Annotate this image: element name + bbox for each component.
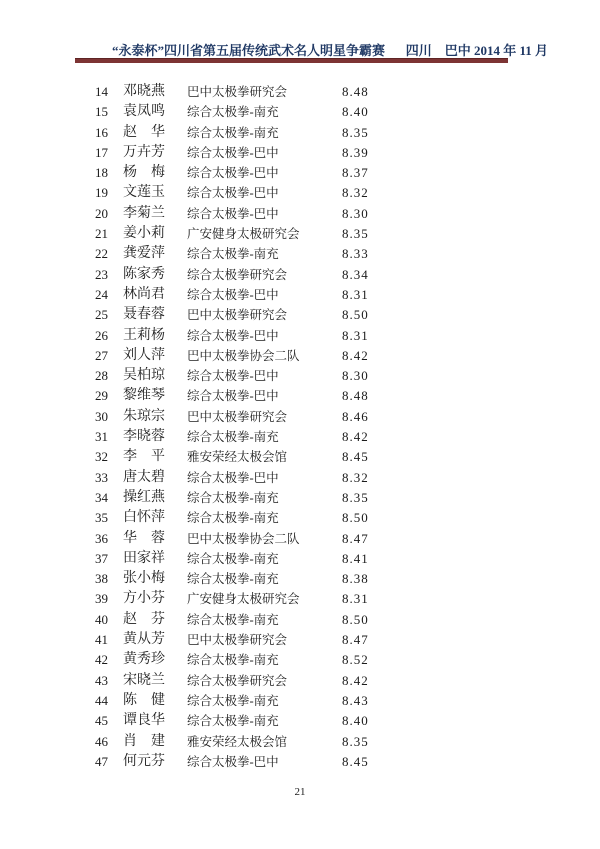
org-cell: 巴中太极拳研究会 bbox=[187, 409, 288, 424]
score-cell: 8.50 bbox=[342, 307, 369, 323]
name-cell: 吴柏琼 bbox=[123, 368, 165, 384]
score-cell: 8.42 bbox=[342, 672, 369, 688]
org-cell: 综合太极拳-巴中 bbox=[187, 754, 279, 769]
org-cell: 综合太极拳-南充 bbox=[187, 653, 279, 668]
table-row bbox=[0, 326, 600, 346]
name-cell: 肖 建 bbox=[123, 733, 165, 749]
org-cell: 广安健身太极研究会 bbox=[187, 227, 300, 242]
name-cell: 朱琼宗 bbox=[123, 408, 165, 424]
org-cell: 雅安荣经太极会馆 bbox=[187, 450, 288, 465]
name-cell: 袁凤鸣 bbox=[123, 104, 165, 120]
table-row bbox=[0, 549, 600, 569]
table-row bbox=[0, 407, 600, 427]
score-cell: 8.32 bbox=[342, 185, 369, 201]
org-cell: 综合太极拳-南充 bbox=[187, 105, 279, 120]
table-row bbox=[0, 691, 600, 711]
rank-cell: 42 bbox=[95, 652, 108, 668]
org-cell: 综合太极拳-巴中 bbox=[187, 389, 279, 404]
rank-cell: 38 bbox=[95, 571, 108, 587]
score-cell: 8.46 bbox=[342, 408, 369, 424]
table-row bbox=[0, 569, 600, 589]
org-cell: 综合太极拳-南充 bbox=[187, 551, 279, 566]
name-cell: 方小芬 bbox=[123, 591, 165, 607]
org-cell: 综合太极拳-巴中 bbox=[187, 369, 279, 384]
org-cell: 巴中太极拳协会二队 bbox=[187, 348, 300, 363]
score-cell: 8.45 bbox=[342, 753, 369, 769]
results-table bbox=[0, 82, 600, 772]
score-cell: 8.30 bbox=[342, 205, 369, 221]
rank-cell: 19 bbox=[95, 185, 108, 201]
table-row bbox=[0, 650, 600, 670]
rank-cell: 22 bbox=[95, 246, 108, 262]
rank-cell: 21 bbox=[95, 226, 108, 242]
rank-cell: 44 bbox=[95, 692, 108, 708]
org-cell: 巴中太极拳研究会 bbox=[187, 308, 288, 323]
score-cell: 8.31 bbox=[342, 327, 369, 343]
header-rule bbox=[75, 58, 508, 63]
score-cell: 8.48 bbox=[342, 388, 369, 404]
org-cell: 综合太极拳研究会 bbox=[187, 673, 288, 688]
org-cell: 广安健身太极研究会 bbox=[187, 592, 300, 607]
name-cell: 黄从芳 bbox=[123, 632, 165, 648]
rank-cell: 18 bbox=[95, 165, 108, 181]
org-cell: 综合太极拳-巴中 bbox=[187, 166, 279, 181]
name-cell: 唐太碧 bbox=[123, 469, 165, 485]
name-cell: 陈 健 bbox=[123, 692, 165, 708]
table-row bbox=[0, 285, 600, 305]
org-cell: 综合太极拳-南充 bbox=[187, 612, 279, 627]
table-row bbox=[0, 163, 600, 183]
name-cell: 王莉杨 bbox=[123, 327, 165, 343]
org-cell: 综合太极拳-南充 bbox=[187, 693, 279, 708]
page-number: 21 bbox=[294, 786, 306, 798]
score-cell: 8.45 bbox=[342, 449, 369, 465]
table-row bbox=[0, 204, 600, 224]
org-cell: 雅安荣经太极会馆 bbox=[187, 734, 288, 749]
org-cell: 综合太极拳-巴中 bbox=[187, 206, 279, 221]
name-cell: 万卉芳 bbox=[123, 144, 165, 160]
name-cell: 田家祥 bbox=[123, 550, 165, 566]
name-cell: 姜小莉 bbox=[123, 226, 165, 242]
rank-cell: 40 bbox=[95, 611, 108, 627]
table-row bbox=[0, 386, 600, 406]
name-cell: 林尚君 bbox=[123, 286, 165, 302]
table-row bbox=[0, 346, 600, 366]
rank-cell: 46 bbox=[95, 733, 108, 749]
score-cell: 8.35 bbox=[342, 733, 369, 749]
rank-cell: 14 bbox=[95, 84, 108, 99]
score-cell: 8.35 bbox=[342, 489, 369, 505]
name-cell: 李 平 bbox=[123, 449, 165, 465]
org-cell: 综合太极拳-巴中 bbox=[187, 186, 279, 201]
table-row bbox=[0, 366, 600, 386]
table-row bbox=[0, 711, 600, 731]
org-cell: 巴中太极拳研究会 bbox=[187, 85, 288, 99]
name-cell: 赵 芬 bbox=[123, 611, 165, 627]
table-row bbox=[0, 529, 600, 549]
score-cell: 8.39 bbox=[342, 144, 369, 160]
score-cell: 8.47 bbox=[342, 530, 369, 546]
rank-cell: 35 bbox=[95, 510, 108, 526]
name-cell: 文莲玉 bbox=[123, 185, 165, 201]
org-cell: 综合太极拳-南充 bbox=[187, 430, 279, 445]
org-cell: 巴中太极拳协会二队 bbox=[187, 531, 300, 546]
rank-cell: 17 bbox=[95, 144, 108, 160]
rank-cell: 16 bbox=[95, 124, 108, 140]
score-cell: 8.50 bbox=[342, 611, 369, 627]
score-cell: 8.52 bbox=[342, 652, 369, 668]
org-cell: 综合太极拳-南充 bbox=[187, 714, 279, 729]
rank-cell: 47 bbox=[95, 753, 108, 769]
table-row bbox=[0, 183, 600, 203]
rank-cell: 37 bbox=[95, 550, 108, 566]
score-cell: 8.31 bbox=[342, 591, 369, 607]
rank-cell: 31 bbox=[95, 429, 108, 445]
score-cell: 8.40 bbox=[342, 104, 369, 120]
page-header bbox=[112, 40, 548, 59]
score-cell: 8.43 bbox=[342, 692, 369, 708]
name-cell: 谭良华 bbox=[123, 713, 165, 729]
rank-cell: 20 bbox=[95, 205, 108, 221]
rank-cell: 15 bbox=[95, 104, 108, 120]
table-row bbox=[0, 630, 600, 650]
table-row bbox=[0, 610, 600, 630]
rank-cell: 39 bbox=[95, 591, 108, 607]
table-row bbox=[0, 468, 600, 488]
rank-cell: 29 bbox=[95, 388, 108, 404]
rank-cell: 28 bbox=[95, 368, 108, 384]
name-cell: 邓晓燕 bbox=[123, 84, 165, 99]
name-cell: 陈家秀 bbox=[123, 266, 165, 282]
name-cell: 张小梅 bbox=[123, 571, 165, 587]
table-row bbox=[0, 589, 600, 609]
table-row bbox=[0, 224, 600, 244]
score-cell: 8.35 bbox=[342, 124, 369, 140]
rank-cell: 34 bbox=[95, 489, 108, 505]
rank-cell: 24 bbox=[95, 286, 108, 302]
org-cell: 综合太极拳-南充 bbox=[187, 247, 279, 262]
rank-cell: 33 bbox=[95, 469, 108, 485]
org-cell: 综合太极拳-南充 bbox=[187, 125, 279, 140]
table-row bbox=[0, 447, 600, 467]
org-cell: 综合太极拳-巴中 bbox=[187, 287, 279, 302]
table-row bbox=[0, 123, 600, 143]
rank-cell: 41 bbox=[95, 632, 108, 648]
table-row bbox=[0, 244, 600, 264]
score-cell: 8.47 bbox=[342, 632, 369, 648]
org-cell: 巴中太极拳研究会 bbox=[187, 633, 288, 648]
name-cell: 何元芬 bbox=[123, 753, 165, 769]
table-row bbox=[0, 305, 600, 325]
table-row bbox=[0, 752, 600, 772]
org-cell: 综合太极拳-南充 bbox=[187, 511, 279, 526]
score-cell: 8.34 bbox=[342, 266, 369, 282]
table-row bbox=[0, 508, 600, 528]
rank-cell: 26 bbox=[95, 327, 108, 343]
rank-cell: 45 bbox=[95, 713, 108, 729]
header-title: “永泰杯”四川省第五届传统武术名人明星争霸赛 bbox=[112, 43, 386, 58]
name-cell: 刘人萍 bbox=[123, 347, 165, 363]
score-cell: 8.42 bbox=[342, 347, 369, 363]
name-cell: 黎维琴 bbox=[123, 388, 165, 404]
table-row bbox=[0, 143, 600, 163]
table-row bbox=[0, 671, 600, 691]
rank-cell: 32 bbox=[95, 449, 108, 465]
table-row bbox=[0, 265, 600, 285]
org-cell: 综合太极拳-巴中 bbox=[187, 328, 279, 343]
rank-cell: 36 bbox=[95, 530, 108, 546]
org-cell: 综合太极拳-巴中 bbox=[187, 470, 279, 485]
score-cell: 8.40 bbox=[342, 713, 369, 729]
name-cell: 李菊兰 bbox=[123, 205, 165, 221]
org-cell: 综合太极拳-南充 bbox=[187, 490, 279, 505]
score-cell: 8.48 bbox=[342, 84, 369, 99]
table-row bbox=[0, 102, 600, 122]
score-cell: 8.30 bbox=[342, 368, 369, 384]
table-row bbox=[0, 427, 600, 447]
score-cell: 8.41 bbox=[342, 550, 369, 566]
score-cell: 8.50 bbox=[342, 510, 369, 526]
rank-cell: 25 bbox=[95, 307, 108, 323]
name-cell: 黄秀珍 bbox=[123, 652, 165, 668]
score-cell: 8.32 bbox=[342, 469, 369, 485]
score-cell: 8.37 bbox=[342, 165, 369, 181]
name-cell: 赵 华 bbox=[123, 124, 165, 140]
name-cell: 华 蓉 bbox=[123, 530, 165, 546]
name-cell: 聂春蓉 bbox=[123, 307, 165, 323]
score-cell: 8.31 bbox=[342, 286, 369, 302]
rank-cell: 27 bbox=[95, 347, 108, 363]
score-cell: 8.35 bbox=[342, 226, 369, 242]
table-row bbox=[0, 82, 600, 102]
name-cell: 龚爱萍 bbox=[123, 246, 165, 262]
name-cell: 杨 梅 bbox=[123, 165, 165, 181]
header-location-date: 四川 巴中 2014 年 11 月 bbox=[405, 43, 548, 58]
name-cell: 宋晓兰 bbox=[123, 672, 165, 688]
score-cell: 8.38 bbox=[342, 571, 369, 587]
table-row bbox=[0, 488, 600, 508]
rank-cell: 23 bbox=[95, 266, 108, 282]
name-cell: 操红燕 bbox=[123, 489, 165, 505]
rank-cell: 30 bbox=[95, 408, 108, 424]
score-cell: 8.42 bbox=[342, 429, 369, 445]
score-cell: 8.33 bbox=[342, 246, 369, 262]
org-cell: 综合太极拳-南充 bbox=[187, 572, 279, 587]
name-cell: 白怀萍 bbox=[123, 510, 165, 526]
name-cell: 李晓蓉 bbox=[123, 429, 165, 445]
rank-cell: 43 bbox=[95, 672, 108, 688]
org-cell: 综合太极拳研究会 bbox=[187, 267, 288, 282]
table-row bbox=[0, 732, 600, 752]
org-cell: 综合太极拳-巴中 bbox=[187, 145, 279, 160]
